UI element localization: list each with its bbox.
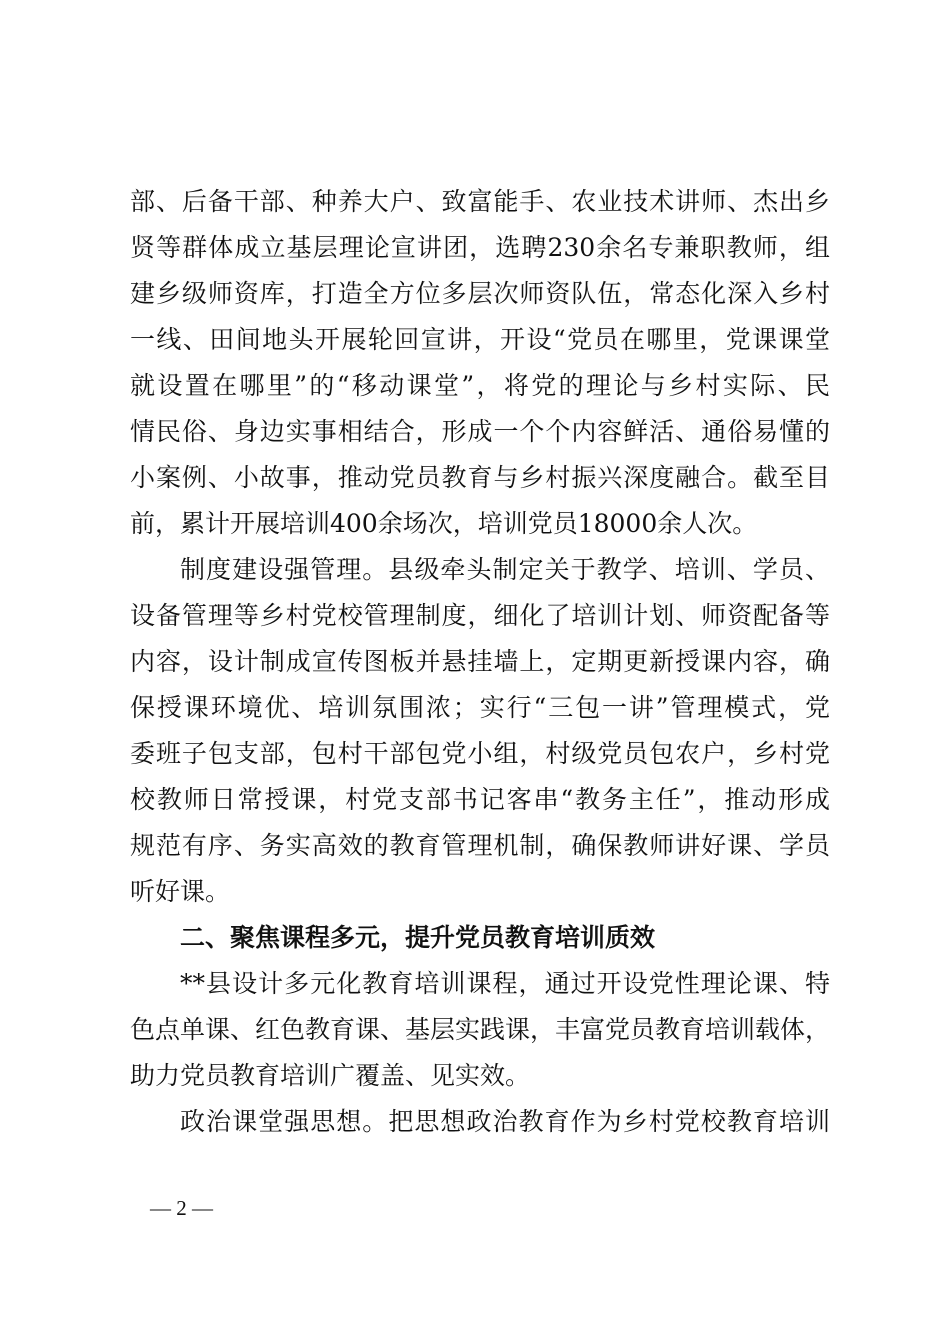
paragraph-2-line-6: 校教师日常授课，村党支部书记客串“教务主任”，推动形成 xyxy=(130,785,830,814)
paragraph-1-line-4: 一线、田间地头开展轮回宣讲，开设“党员在哪里，党课课堂 xyxy=(130,325,830,354)
paragraph-1-line-5: 就设置在哪里”的“移动课堂”，将党的理论与乡村实际、民 xyxy=(130,371,830,400)
paragraph-3-line-3: 助力党员教育培训广覆盖、见实效。 xyxy=(130,1061,531,1090)
paragraph-1-line-6: 情民俗、身边实事相结合，形成一个个内容鲜活、通俗易懂的 xyxy=(130,417,830,446)
paragraph-1-line-3: 建乡级师资库，打造全方位多层次师资队伍，常态化深入乡村 xyxy=(130,279,830,308)
paragraph-2-line-2: 设备管理等乡村党校管理制度，细化了培训计划、师资配备等 xyxy=(130,601,830,630)
paragraph-2-line-1: 制度建设强管理。县级牵头制定关于教学、培训、学员、 xyxy=(180,555,830,584)
page-number: — 2 — xyxy=(150,1196,213,1220)
paragraph-1-line-1: 部、后备干部、种养大户、致富能手、农业技术讲师、杰出乡 xyxy=(130,187,830,216)
paragraph-2-line-3: 内容，设计制成宣传图板并悬挂墙上，定期更新授课内容，确 xyxy=(130,647,830,676)
paragraph-1-line-2: 贤等群体成立基层理论宣讲团，选聘230余名专兼职教师，组 xyxy=(130,233,830,262)
paragraph-1-line-7: 小案例、小故事，推动党员教育与乡村振兴深度融合。截至目 xyxy=(130,463,830,492)
paragraph-2-line-8: 听好课。 xyxy=(130,877,231,906)
paragraph-4-line-1: 政治课堂强思想。把思想政治教育作为乡村党校教育培训 xyxy=(180,1107,830,1136)
paragraph-2-line-4: 保授课环境优、培训氛围浓；实行“三包一讲”管理模式，党 xyxy=(130,693,830,722)
paragraph-2-line-7: 规范有序、务实高效的教育管理机制，确保教师讲好课、学员 xyxy=(130,831,830,860)
section-heading: 二、聚焦课程多元，提升党员教育培训质效 xyxy=(180,923,656,952)
paragraph-2-line-5: 委班子包支部，包村干部包党小组，村级党员包农户，乡村党 xyxy=(130,739,830,768)
paragraph-3-line-2: 色点单课、红色教育课、基层实践课，丰富党员教育培训载体， xyxy=(130,1015,831,1044)
paragraph-3-line-1: **县设计多元化教育培训课程，通过开设党性理论课、特 xyxy=(180,969,830,998)
paragraph-1-line-8: 前，累计开展培训400余场次，培训党员18000余人次。 xyxy=(130,509,758,538)
